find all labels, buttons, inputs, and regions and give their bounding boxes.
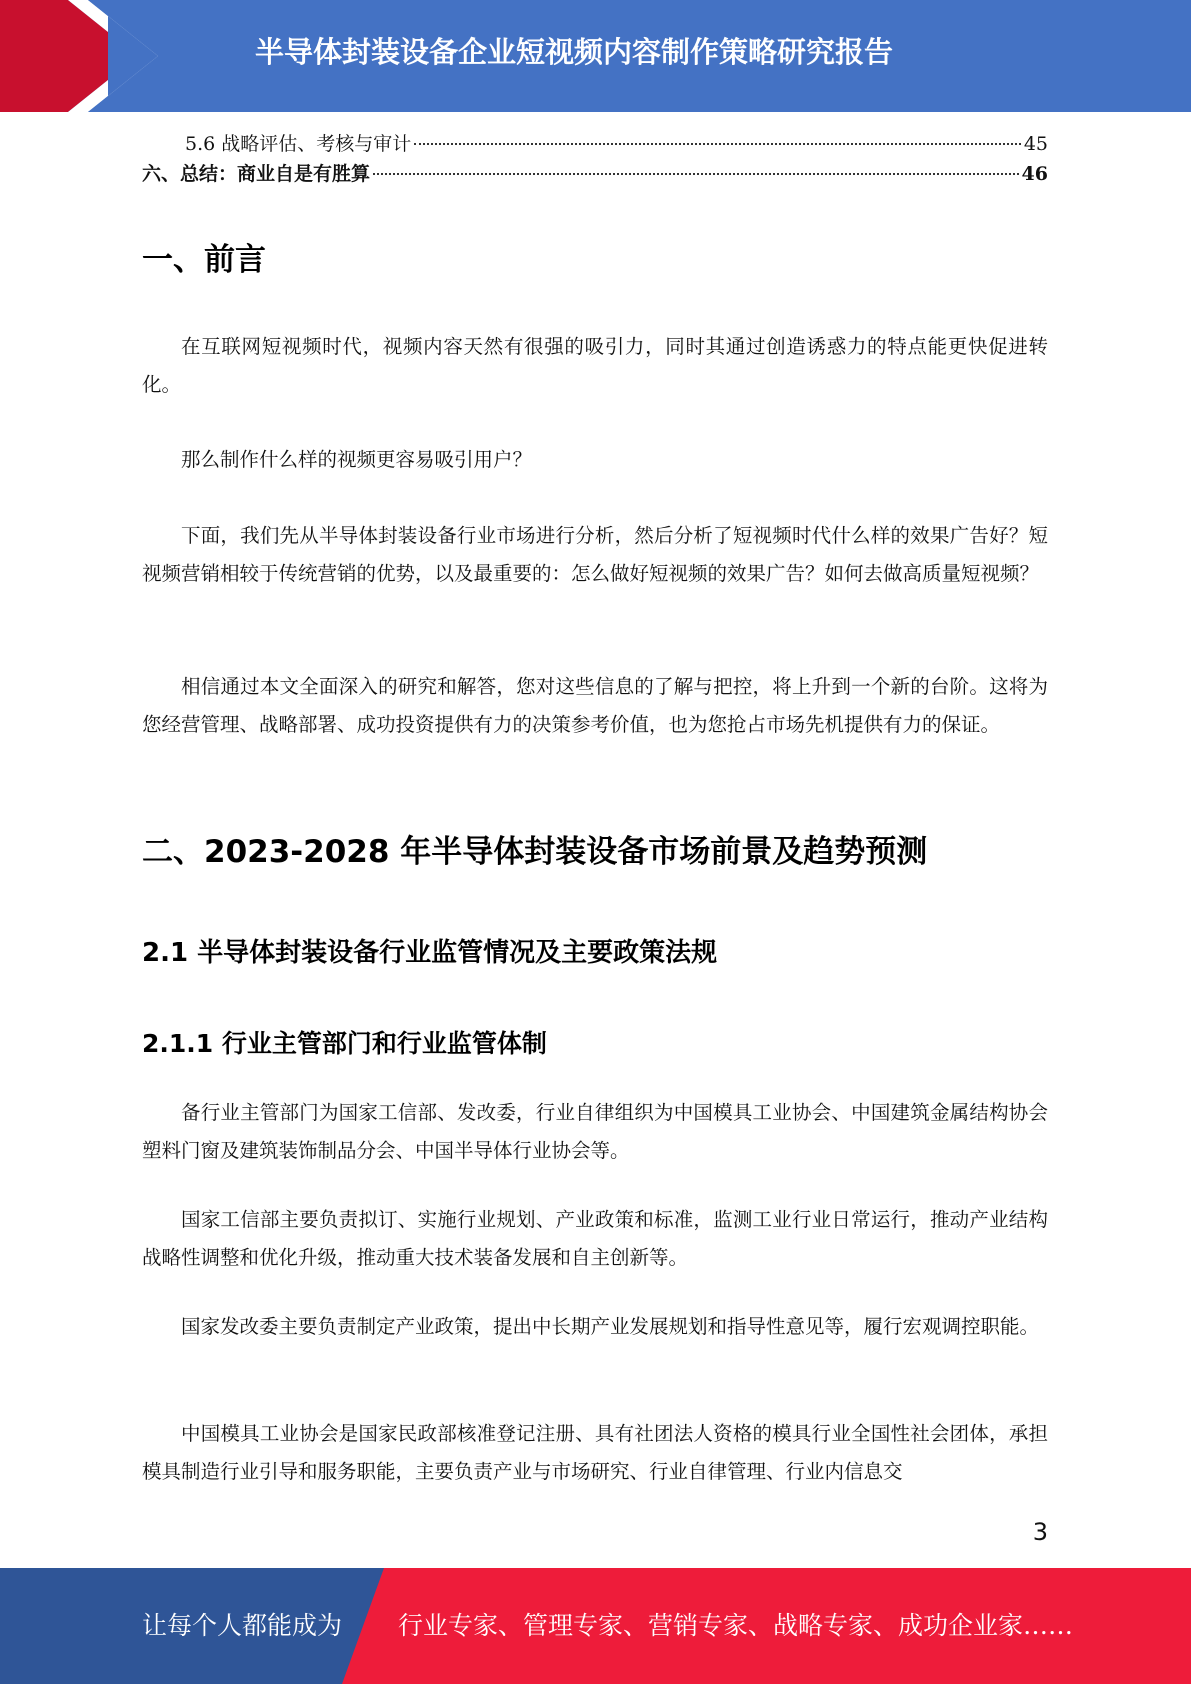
paragraph: 国家工信部主要负责拟订、实施行业规划、产业政策和标准，监测工业行业日常运行，推动产业结构战略性调整和优化升级，推动重大技术装备发展和自主创新等。 (142, 1208, 1048, 1269)
footer-slogan-left: 让每个人都能成为 (142, 1611, 343, 1640)
forecast-heading: 二、2023-2028 年半导体封装设备市场前景及趋势预测 (142, 834, 928, 870)
toc-entry[interactable] (142, 161, 1048, 187)
toc-entry-title: 六、总结：商业自是有胜算 (142, 163, 371, 185)
subsection-heading: 2.1.1 行业主管部门和行业监管体制 (142, 1029, 547, 1058)
footer-banner (0, 1568, 1191, 1684)
paragraph: 中国模具工业协会是国家民政部核准登记注册、具有社团法人资格的模具行业全国性社会团体，承担模具制造行业引导和服务职能，主要负责产业与市场研究、行业自律管理、行业内信息交 (142, 1422, 1048, 1483)
toc-entry[interactable] (185, 131, 1048, 157)
page-number: 3 (1032, 1518, 1048, 1546)
paragraph: 在互联网短视频时代，视频内容天然有很强的吸引力，同时其通过创造诱惑力的特点能更快促进转化。 (142, 335, 1048, 396)
report-title: 半导体封装设备企业短视频内容制作策略研究报告 (255, 35, 894, 69)
toc-leader (414, 143, 1021, 145)
toc-leader (373, 173, 1019, 175)
paragraph: 相信通过本文全面深入的研究和解答，您对这些信息的了解与把控，将上升到一个新的台阶。这将为您经营管理、战略部署、成功投资提供有力的决策参考价值，也为您抢占市场先机提供有力的保证。 (142, 675, 1048, 736)
paragraph: 国家发改委主要负责制定产业政策，提出中长期产业发展规划和指导性意见等，履行宏观调控职能。 (181, 1315, 1040, 1338)
toc-entry-title: 5.6 战略评估、考核与审计 (185, 133, 412, 155)
header-banner (0, 0, 1191, 112)
preface-heading: 一、前言 (142, 242, 266, 278)
footer-slogan-right: 行业专家、管理专家、营销专家、战略专家、成功企业家…… (398, 1611, 1074, 1640)
toc-entry-page: 46 (1021, 163, 1048, 185)
paragraph: 那么制作什么样的视频更容易吸引用户？ (181, 448, 533, 471)
paragraph: 下面，我们先从半导体封装设备行业市场进行分析，然后分析了短视频时代什么样的效果广告好？短视频营销相较于传统营销的优势，以及最重要的：怎么做好短视频的效果广告？如何去做高质量短视频？ (142, 524, 1048, 585)
paragraph: 备行业主管部门为国家工信部、发改委，行业自律组织为中国模具工业协会、中国建筑金属结构协会塑料门窗及建筑装饰制品分会、中国半导体行业协会等。 (142, 1101, 1048, 1162)
section-heading: 2.1 半导体封装设备行业监管情况及主要政策法规 (142, 938, 718, 968)
toc-entry-page: 45 (1023, 133, 1048, 155)
